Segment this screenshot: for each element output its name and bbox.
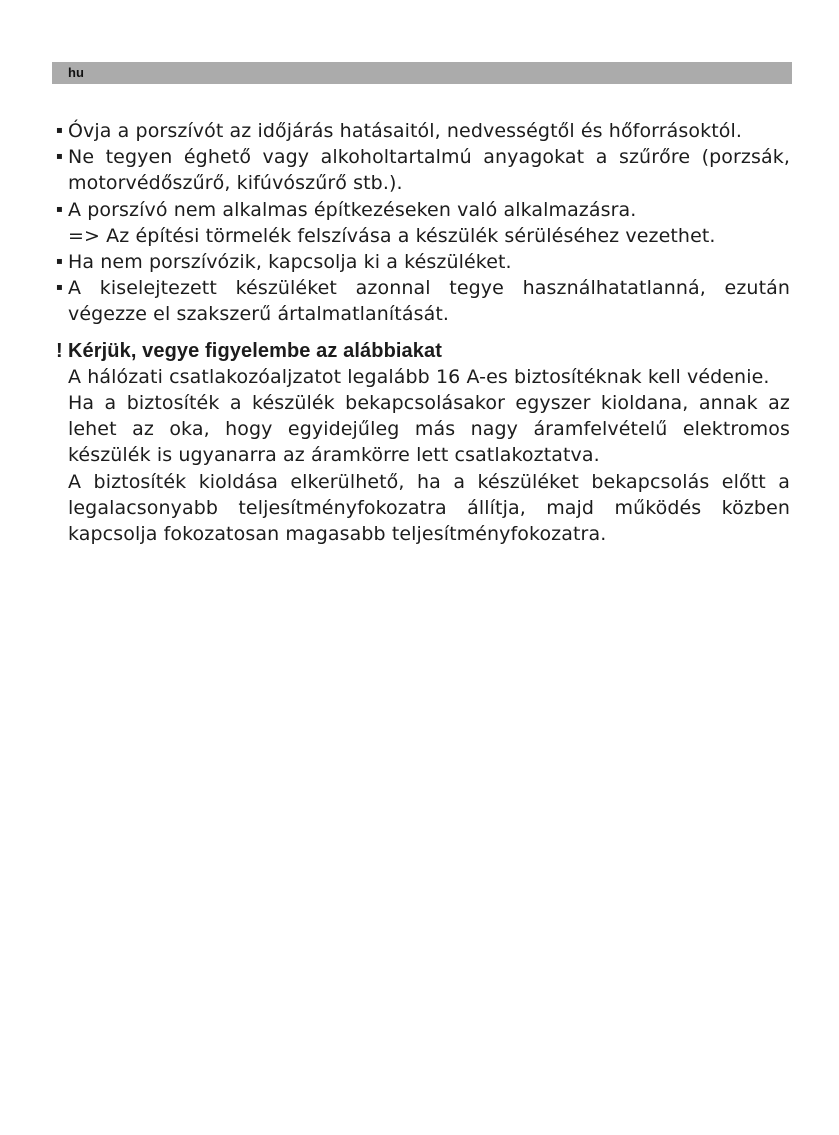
- bullet-text: Ha nem porszívózik, kapcsolja ki a készüléket.: [68, 251, 512, 274]
- bullet-text: A porszívó nem alkalmas építkezéseken való alkalmazásra.: [68, 198, 637, 221]
- bullet-item: [56, 197, 790, 223]
- exclamation-icon: !: [56, 339, 63, 362]
- notice-paragraph: A hálózati csatlakozóaljzatot legalább 16 A-es biztosítéknak kell védenie.: [68, 365, 770, 388]
- manual-text: [56, 118, 790, 547]
- bullet-text: Ne tegyen éghető vagy alkoholtartalmú anyagokat a szűrőre (porzsák, motorvédőszűrő, kifúvószűrő stb.).: [68, 146, 790, 195]
- notice-paragraph: A biztosíték kioldása elkerülhető, ha a készüléket bekapcsolás előtt a legalacsonyabb teljesítményfokozatra állítja, majd működés közben kapcsolja fokozatosan magasabb teljesítményfokozatra.: [68, 470, 790, 546]
- bullet-square-icon: ▪: [56, 125, 63, 136]
- language-header-bar: [52, 62, 792, 84]
- bullet-square-icon: ▪: [56, 203, 63, 215]
- bullet-square-icon: ▪: [56, 282, 63, 294]
- bullet-item: [56, 275, 790, 327]
- notice-paragraph: Ha a biztosíték a készülék bekapcsolásakor egyszer kioldana, annak az lehet az oka, hogy egyidejűleg más nagy áramfelvételű elektromos készülék is ugyanarra az áramkörre lett csatlakoztatva.: [68, 392, 790, 467]
- notice-heading: [56, 338, 790, 364]
- notice-title: Kérjük, vegye figyelembe az alábbiakat: [68, 339, 442, 362]
- bullet-item: [56, 249, 790, 275]
- bullet-text: Óvja a porszívót az időjárás hatásaitól, nedvességtől és hőforrásoktól.: [68, 120, 743, 142]
- bullet-square-icon: ▪: [56, 256, 63, 268]
- safety-bullet-list: [56, 118, 790, 328]
- bullet-item: [56, 118, 790, 144]
- consequence-text: => Az építési törmelék felszívása a készülék sérüléséhez vezethet.: [68, 224, 716, 247]
- bullet-item: [56, 144, 790, 196]
- notice-section: [56, 338, 790, 548]
- consequence-note: [56, 223, 790, 249]
- bullet-text: A kiselejtezett készüléket azonnal tegye használhatatlanná, ezután végezze el szakszerű ártalmatlanítását.: [68, 277, 790, 326]
- bullet-square-icon: ▪: [56, 151, 63, 163]
- language-code: hu: [68, 65, 84, 80]
